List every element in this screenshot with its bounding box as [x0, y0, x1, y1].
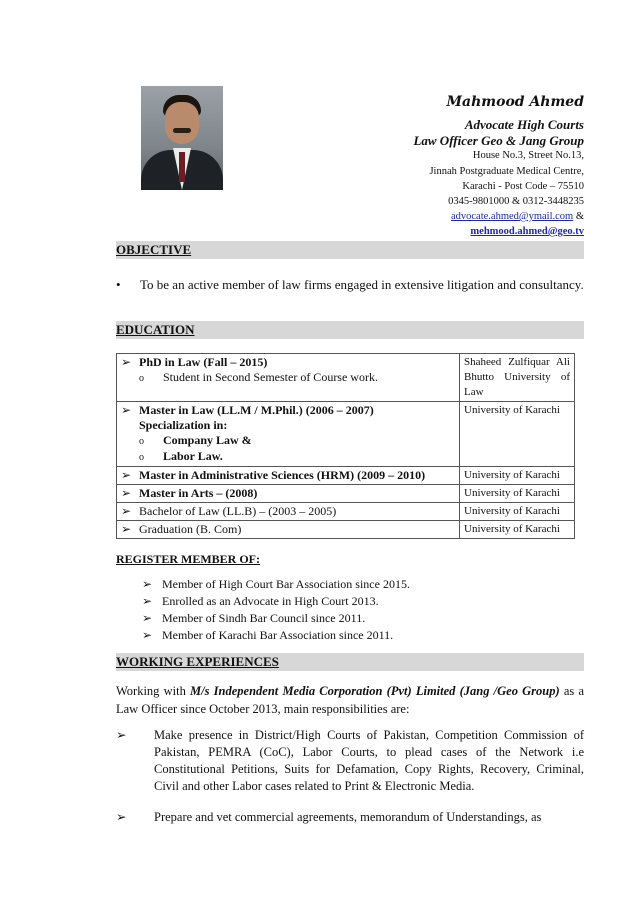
- profile-photo: [141, 86, 223, 190]
- list-item: [142, 576, 410, 593]
- table-row: [117, 503, 575, 521]
- list-item-text: Enrolled as an Advocate in High Court 2013.: [162, 594, 379, 608]
- degree-cell: [117, 521, 460, 539]
- list-item-text: Member of Sindh Bar Council since 2011.: [162, 611, 366, 625]
- objective-text: To be an active member of law firms engaged in extensive litigation and consultancy.: [140, 277, 584, 292]
- list-item-text: Member of High Court Bar Association since 2015.: [162, 577, 410, 591]
- email-line-1: [451, 211, 584, 222]
- degree-title: Master in Law (LL.M / M.Phil.) (2006 – 2007): [139, 403, 374, 417]
- email-link-geo[interactable]: mehmood.ahmed@geo.tv: [470, 226, 584, 237]
- table-row: [117, 521, 575, 539]
- work-heading-bar: [116, 653, 584, 671]
- degree-cell: [117, 354, 460, 402]
- work-intro-suffix: as a Law Officer since October 2013, main responsibilities are:: [116, 684, 584, 716]
- bullet-dot: •: [116, 277, 121, 292]
- table-row: [117, 402, 575, 467]
- work-item-text: Prepare and vet commercial agreements, memorandum of Understandings, as: [154, 810, 542, 824]
- arrow-bullet-icon: ➢: [121, 468, 132, 482]
- address-line-1: House No.3, Street No.13,: [472, 150, 584, 161]
- arrow-bullet-icon: ➢: [142, 628, 153, 642]
- company-name: M/s Independent Media Corporation (Pvt) Limited (Jang /Geo Group): [190, 684, 560, 698]
- degree-title: Master in Arts – (2008): [139, 486, 258, 500]
- work-item-text: Make presence in District/High Courts of Pakistan, Competition Commission of Pakistan, PEMRA (CoC), Labor Courts, to plead cases of the Network i.e Constitutional Petitions, Suits for Defamation, Copy Rights, Recovery, Criminal, Civil and other Labor cases related to Print & Electronic Media.: [154, 728, 584, 793]
- arrow-bullet-icon: ➢: [116, 728, 127, 742]
- degree-cell: [117, 402, 460, 467]
- work-heading: WORKING EXPERIENCES: [116, 654, 279, 669]
- job-title-law-officer: Law Officer Geo & Jang Group: [413, 133, 584, 148]
- objective-bullet-item: [116, 275, 584, 294]
- email-link-ymail[interactable]: advocate.ahmed@ymail.com: [450, 211, 574, 222]
- specialization-label: Specialization in:: [139, 418, 228, 432]
- arrow-bullet-icon: ➢: [116, 810, 127, 824]
- specialization-item: Company Law &: [163, 433, 252, 447]
- job-title-advocate: Advocate High Courts: [464, 117, 584, 132]
- institution-cell: University of Karachi: [460, 467, 575, 485]
- arrow-bullet-icon: ➢: [121, 504, 132, 518]
- candidate-name: Mahmood Ahmed: [446, 94, 584, 110]
- institution-cell: University of Karachi: [460, 485, 575, 503]
- work-item: [116, 809, 584, 826]
- institution-cell: University of Karachi: [460, 521, 575, 539]
- work-item: [116, 727, 584, 795]
- email-line-2: [470, 226, 584, 237]
- arrow-bullet-icon: ➢: [121, 355, 132, 369]
- education-heading: EDUCATION: [116, 322, 195, 337]
- circle-bullet-icon: o: [139, 373, 144, 384]
- address-line-2: Jinnah Postgraduate Medical Centre,: [429, 166, 584, 177]
- list-item-text: Member of Karachi Bar Association since 2011.: [162, 628, 394, 642]
- arrow-bullet-icon: ➢: [142, 594, 153, 608]
- arrow-bullet-icon: ➢: [121, 403, 132, 417]
- institution-cell: Shaheed Zulfiquar Ali Bhutto University of Law: [460, 354, 575, 402]
- institution-cell: University of Karachi: [460, 402, 575, 467]
- arrow-bullet-icon: ➢: [142, 577, 153, 591]
- arrow-bullet-icon: ➢: [121, 486, 132, 500]
- objective-heading: OBJECTIVE: [116, 242, 192, 257]
- degree-title: Bachelor of Law (LL.B) – (2003 – 2005): [139, 504, 337, 518]
- register-list: [142, 576, 410, 644]
- education-table: [116, 353, 575, 539]
- degree-cell: [117, 467, 460, 485]
- list-item: [142, 610, 410, 627]
- table-row: [117, 354, 575, 402]
- circle-bullet-icon: o: [139, 436, 144, 447]
- address-line-3: Karachi - Post Code – 75510: [462, 181, 584, 192]
- degree-title: Graduation (B. Com): [139, 522, 242, 536]
- degree-title: Master in Administrative Sciences (HRM) (2009 – 2010): [139, 468, 426, 482]
- degree-cell: [117, 503, 460, 521]
- register-heading: REGISTER MEMBER OF:: [116, 552, 261, 566]
- list-item: [142, 627, 410, 644]
- phone-numbers: 0345-9801000 & 0312-3448235: [448, 196, 584, 207]
- list-item: [142, 593, 410, 610]
- arrow-bullet-icon: ➢: [142, 611, 153, 625]
- degree-cell: [117, 485, 460, 503]
- table-row: [117, 485, 575, 503]
- objective-heading-bar: [116, 241, 584, 259]
- email-joiner: &: [575, 211, 584, 222]
- circle-bullet-icon: o: [139, 452, 144, 463]
- work-intro-prefix: Working with: [116, 684, 191, 698]
- degree-note: Student in Second Semester of Course work.: [163, 370, 378, 384]
- degree-title: PhD in Law (Fall – 2015): [139, 355, 268, 369]
- specialization-item: Labor Law.: [163, 449, 223, 463]
- table-row: [117, 467, 575, 485]
- arrow-bullet-icon: ➢: [121, 522, 132, 536]
- work-intro: [116, 682, 584, 718]
- education-heading-bar: [116, 321, 584, 339]
- institution-cell: University of Karachi: [460, 503, 575, 521]
